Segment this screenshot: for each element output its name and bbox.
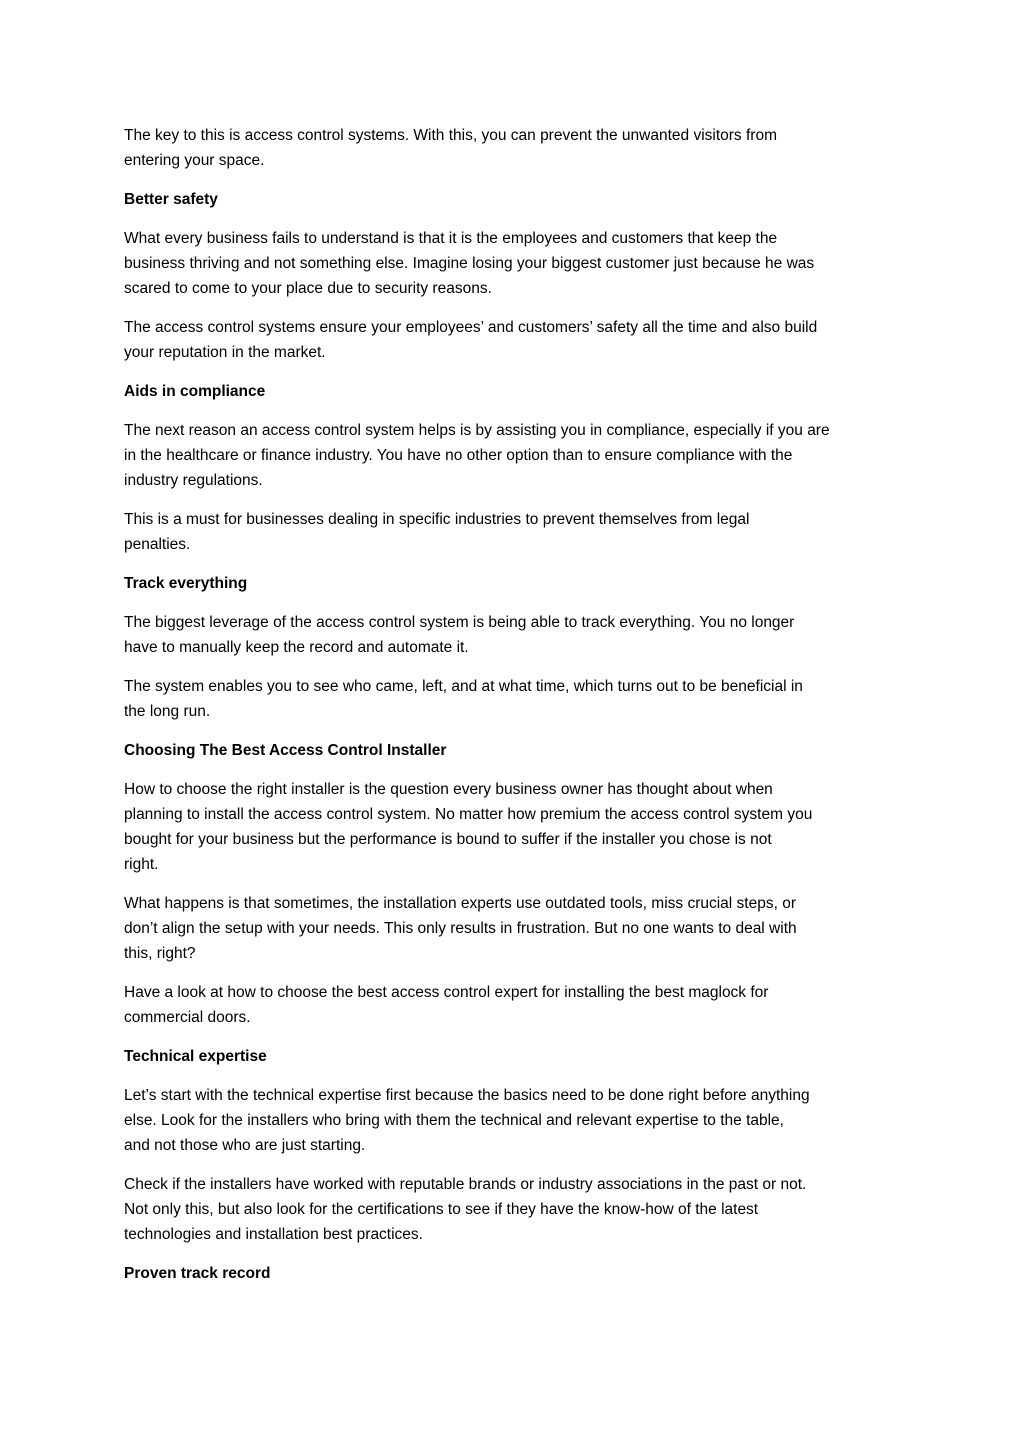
document-page <box>124 123 914 1300</box>
text-line: planning to install the access control system. No matter how premium the access control system you <box>124 806 813 823</box>
text-line: What happens is that sometimes, the installation experts use outdated tools, miss crucial steps, or <box>124 895 796 912</box>
text-line: Proven track record <box>124 1265 271 1282</box>
paragraph <box>124 1083 914 1158</box>
text-line: The biggest leverage of the access control system is being able to track everything. You no longer <box>124 614 795 631</box>
text-line: industry regulations. <box>124 472 263 489</box>
section-heading <box>124 187 914 212</box>
text-line: this, right? <box>124 945 196 962</box>
paragraph <box>124 507 914 557</box>
paragraph <box>124 777 914 877</box>
text-line: Technical expertise <box>124 1048 267 1065</box>
text-line: commercial doors. <box>124 1009 251 1026</box>
text-line: right. <box>124 856 159 873</box>
text-line: have to manually keep the record and automate it. <box>124 639 469 656</box>
section-heading <box>124 1044 914 1069</box>
paragraph <box>124 891 914 966</box>
section-heading <box>124 738 914 763</box>
text-line: Track everything <box>124 575 248 592</box>
text-line: Better safety <box>124 191 218 208</box>
text-line: don’t align the setup with your needs. This only results in frustration. But no one wants to deal with <box>124 920 797 937</box>
text-line: and not those who are just starting. <box>124 1137 366 1154</box>
text-line: The next reason an access control system helps is by assisting you in compliance, especially if you are <box>124 422 830 439</box>
text-line: Let’s start with the technical expertise first because the basics need to be done right before anything <box>124 1087 810 1104</box>
paragraph <box>124 610 914 660</box>
text-line: the long run. <box>124 703 211 720</box>
text-line: technologies and installation best practices. <box>124 1226 423 1243</box>
text-line: Choosing The Best Access Control Installer <box>124 742 447 759</box>
text-line: How to choose the right installer is the question every business owner has thought about when <box>124 781 773 798</box>
paragraph <box>124 674 914 724</box>
section-heading <box>124 379 914 404</box>
text-line: your reputation in the market. <box>124 344 326 361</box>
text-line: The access control systems ensure your employees’ and customers’ safety all the time and also build <box>124 319 818 336</box>
paragraph <box>124 226 914 301</box>
text-line: else. Look for the installers who bring with them the technical and relevant expertise to the table, <box>124 1112 784 1129</box>
paragraph <box>124 315 914 365</box>
text-line: in the healthcare or finance industry. You have no other option than to ensure compliance with the <box>124 447 793 464</box>
text-line: penalties. <box>124 536 191 553</box>
text-line: The system enables you to see who came, left, and at what time, which turns out to be beneficial in <box>124 678 803 695</box>
text-line: Not only this, but also look for the certifications to see if they have the know-how of the latest <box>124 1201 759 1218</box>
text-line: Have a look at how to choose the best access control expert for installing the best maglock for <box>124 984 769 1001</box>
section-heading <box>124 571 914 596</box>
text-line: This is a must for businesses dealing in specific industries to prevent themselves from legal <box>124 511 750 528</box>
text-line: business thriving and not something else. Imagine losing your biggest customer just because he was <box>124 255 815 272</box>
paragraph <box>124 980 914 1030</box>
text-line: Check if the installers have worked with reputable brands or industry associations in the past or not. <box>124 1176 807 1193</box>
text-line: bought for your business but the performance is bound to suffer if the installer you chose is not <box>124 831 772 848</box>
text-line: Aids in compliance <box>124 383 266 400</box>
paragraph <box>124 418 914 493</box>
paragraph <box>124 123 914 173</box>
text-line: The key to this is access control systems. With this, you can prevent the unwanted visitors from <box>124 127 777 144</box>
text-line: scared to come to your place due to security reasons. <box>124 280 492 297</box>
text-line: What every business fails to understand is that it is the employees and customers that keep the <box>124 230 778 247</box>
text-line: entering your space. <box>124 152 265 169</box>
section-heading <box>124 1261 914 1286</box>
paragraph <box>124 1172 914 1247</box>
